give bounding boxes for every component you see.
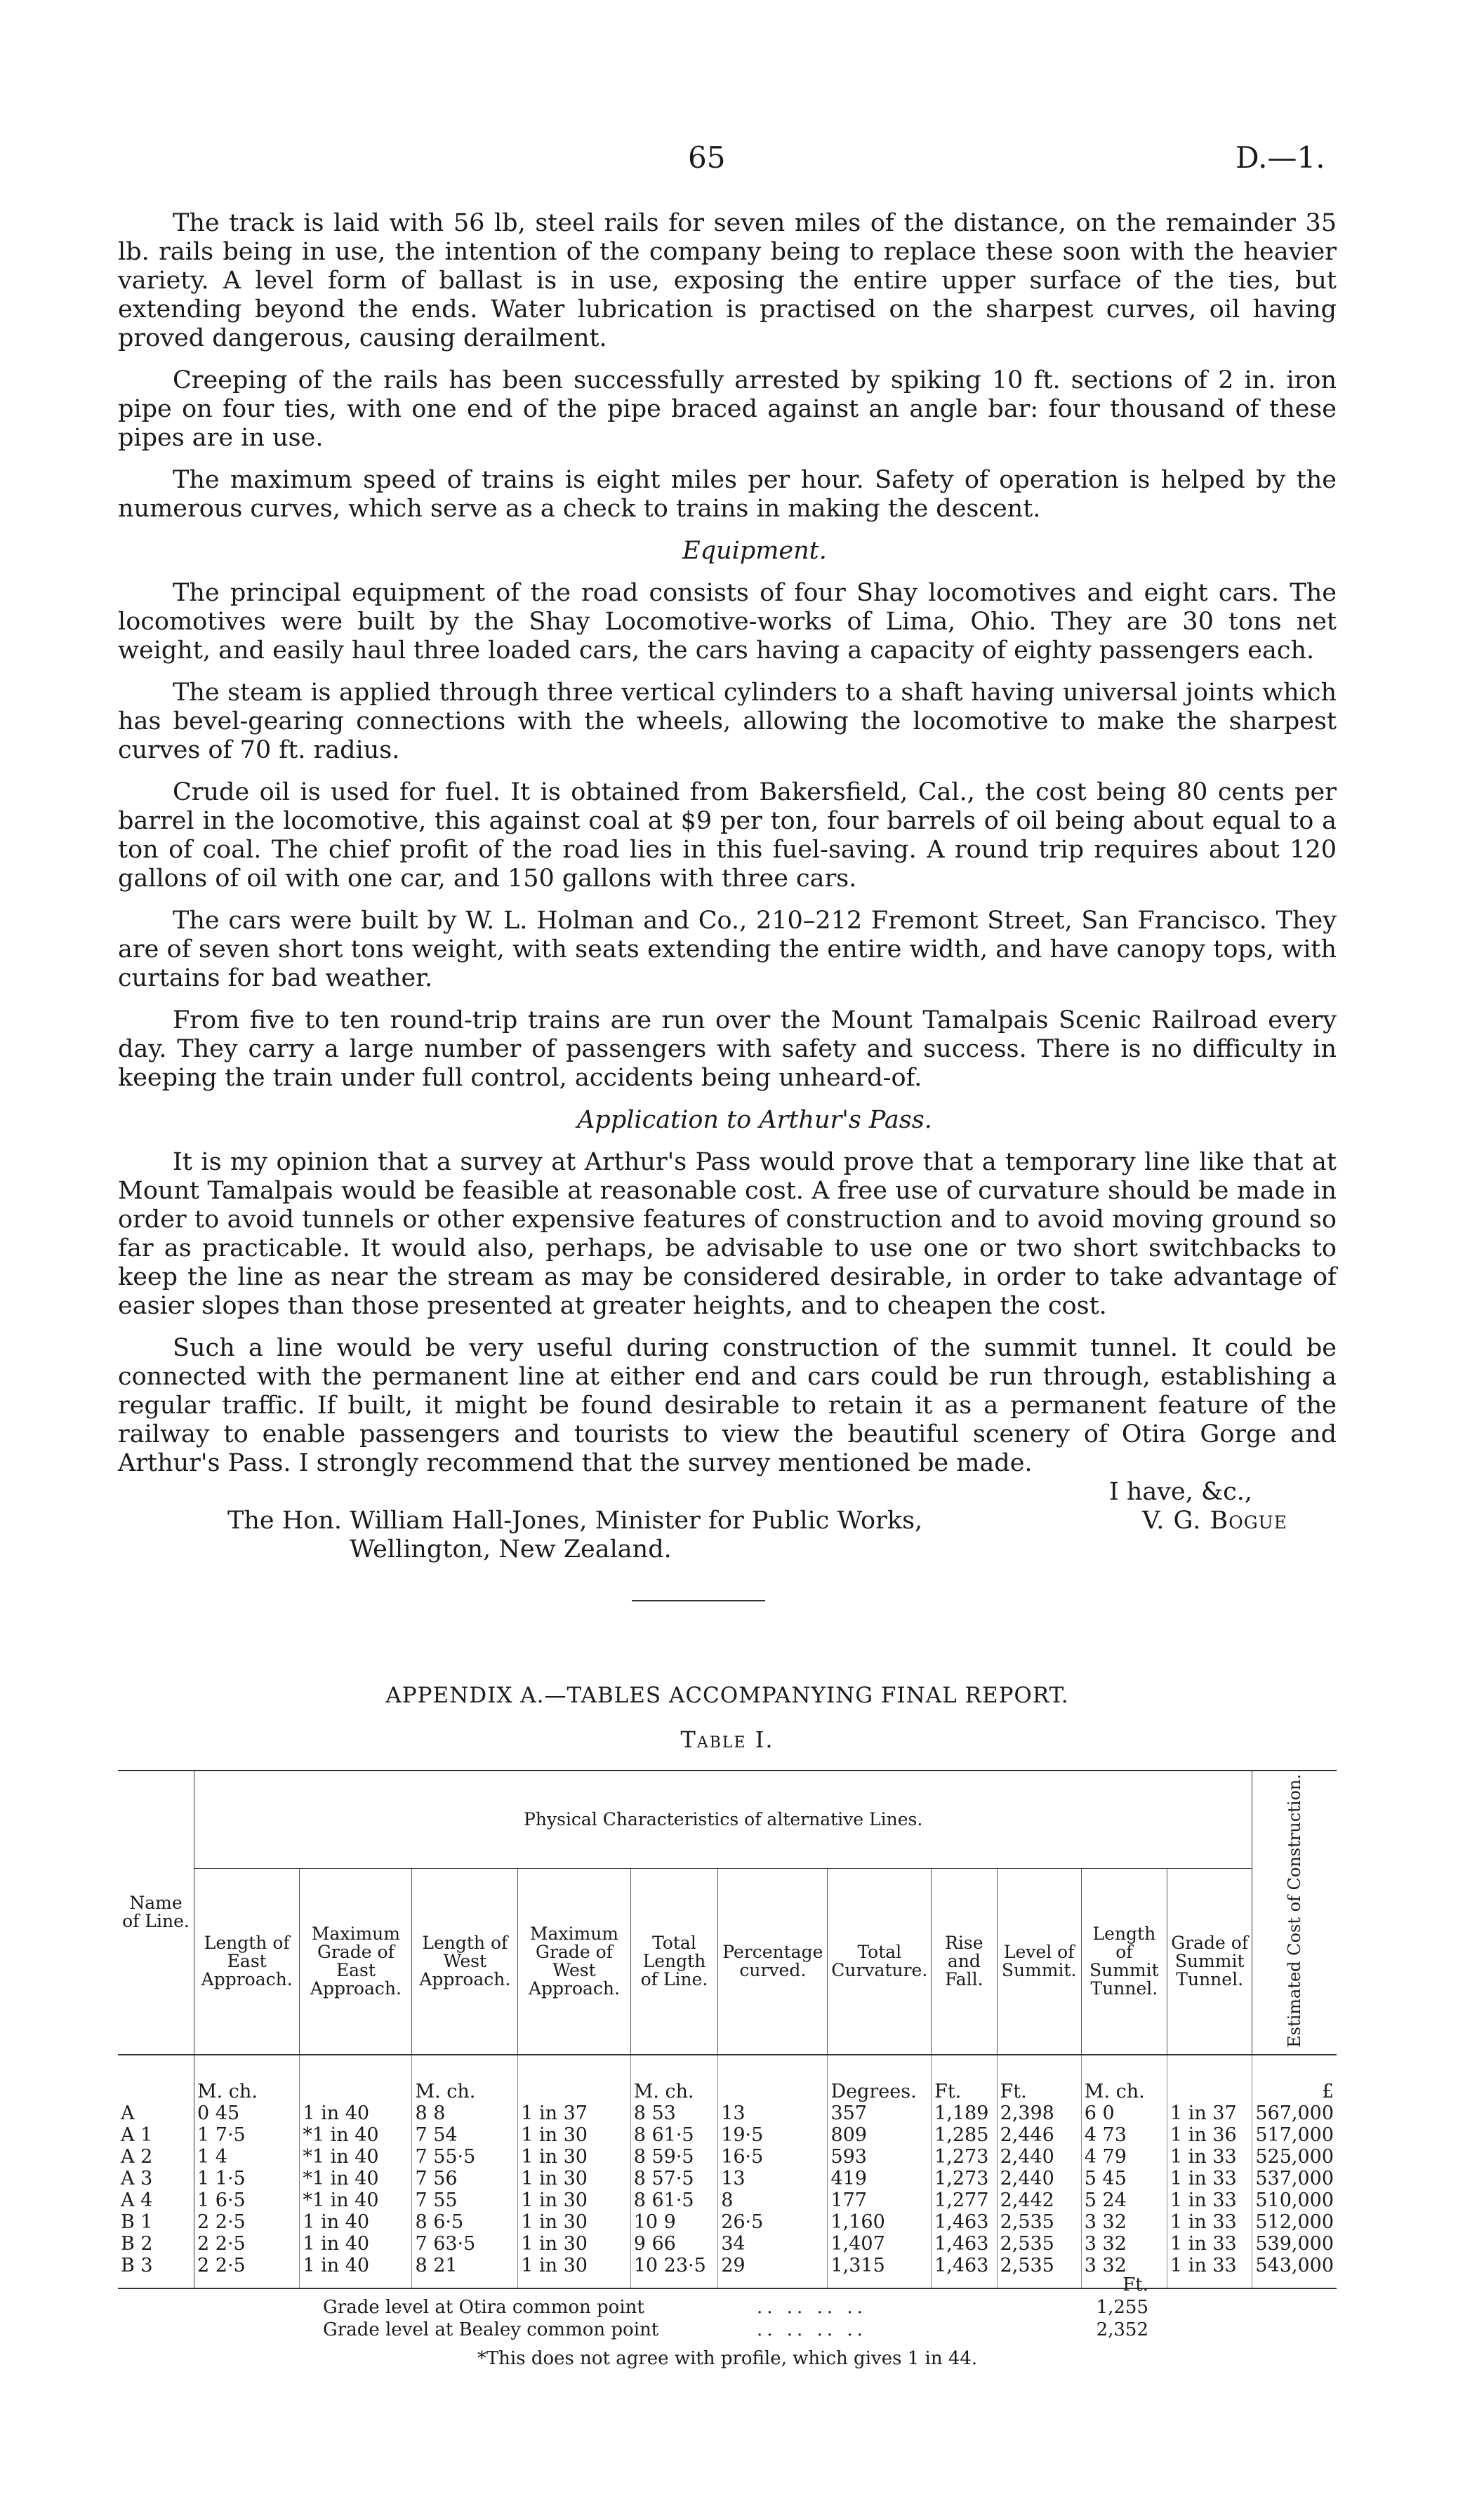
paragraph-track: The track is laid with 56 lb, steel rails for seven miles of the distance, on the remainder 35 lb. rails being in use, the intention of the company being to replace these soon with the heavier variety. A level form of ballast is in use, exposing the entire upper surface of the ties, but extending beyond the ends. Water lubrication is practised on the sharpest curves, oil having proved dangerous, causing derailment. [118, 209, 1337, 352]
table-cell: 1 in 37 [518, 2102, 630, 2124]
addressee-row [118, 1507, 1337, 1535]
unit-cell [118, 2055, 194, 2102]
table-cell: 8 [718, 2189, 828, 2211]
table-cell: 419 [828, 2168, 932, 2189]
col-header: Maximum Grade of West Approach. [518, 1869, 630, 2055]
appendix-title: APPENDIX A.—TABLES ACCOMPANYING FINAL REPORT. [385, 1683, 1069, 1708]
table-cell: 1 in 33 [1167, 2189, 1252, 2211]
table-cell: 2,442 [997, 2189, 1081, 2211]
table-cell: 13 [718, 2168, 828, 2189]
table-cell: 2,398 [997, 2102, 1081, 2124]
unit-cell: £ [1252, 2055, 1337, 2102]
leader-dots: .. .. .. .. [757, 2319, 867, 2340]
table-cell: 2 2·5 [194, 2211, 300, 2233]
grade-value: 2,352 [1096, 2319, 1148, 2340]
closing-line [118, 1478, 1337, 1507]
table-cell: 1 1·5 [194, 2168, 300, 2189]
table-cell: 1 in 33 [1167, 2211, 1252, 2233]
unit-cell: M. ch. [412, 2055, 518, 2102]
unit-cell [718, 2055, 828, 2102]
table-row [118, 2189, 1337, 2211]
table-cell: A 2 [118, 2146, 194, 2168]
table-cell: 8 61·5 [630, 2189, 718, 2211]
col-header-span: Physical Characteristics of alternative Lines. [194, 1771, 1252, 1869]
table-footnote: *This does not agree with profile, which gives 1 in 44. [477, 2348, 978, 2369]
table-cell: 10 23·5 [630, 2255, 718, 2288]
heading-application: Application to Arthur's Pass. [577, 1106, 932, 1134]
table-cell: 8 59·5 [630, 2146, 718, 2168]
paragraph-creeping: Creeping of the rails has been successfully arrested by spiking 10 ft. sections of 2 in. iron pipe on four ties, with one end of the pipe braced against an angle bar: four thousand of these pipes are in use. [118, 366, 1337, 452]
table-cell: 2 2·5 [194, 2233, 300, 2255]
table-cell: 1 in 30 [518, 2189, 630, 2211]
paragraph-trains: From five to ten round-trip trains are run over the Mount Tamalpais Scenic Railroad every day. They carry a large number of passengers with safety and success. There is no difficulty in keeping the train under full control, accidents being unheard-of. [118, 1006, 1337, 1092]
col-header: Length of East Approach. [194, 1869, 300, 2055]
heading-equipment: Equipment. [682, 537, 827, 565]
table-cell: 1 4 [194, 2146, 300, 2168]
table-cell: 3 32 [1081, 2211, 1167, 2233]
grade-label: Grade level at Otira common point [323, 2297, 644, 2318]
table-cell: *1 in 40 [300, 2124, 412, 2146]
table-cell: 9 66 [630, 2233, 718, 2255]
table-cell: 34 [718, 2233, 828, 2255]
grade-unit: Ft. [1122, 2274, 1148, 2295]
col-header: Length of West Approach. [412, 1869, 518, 2055]
paragraph-recommendation: Such a line would be very useful during construction of the summit tunnel. It could be connected with the permanent line at either end and cars could be run through, establishing a regular traffic. If built, it might be found desirable to retain it as a permanent feature of the railway to enable passengers and tourists to view the beautiful scenery of Otira Gorge and Arthur's Pass. I strongly recommend that the survey mentioned be made. [118, 1334, 1337, 1477]
table-cell: 1,463 [932, 2233, 997, 2255]
unit-cell [1167, 2055, 1252, 2102]
table-cell: 525,000 [1252, 2146, 1337, 2168]
table-cell: B 3 [118, 2255, 194, 2288]
table-cell: 1,273 [932, 2168, 997, 2189]
table-cell: 2,535 [997, 2211, 1081, 2233]
unit-cell: M. ch. [630, 2055, 718, 2102]
table-cell: 5 45 [1081, 2168, 1167, 2189]
grade-row [118, 2296, 1337, 2319]
table-cell: *1 in 40 [300, 2146, 412, 2168]
grade-value: 1,255 [1096, 2297, 1148, 2318]
col-header-name: Name of Line. [118, 1771, 194, 2055]
table-cell: 1 in 30 [518, 2124, 630, 2146]
col-header: Total Curvature. [828, 1869, 932, 2055]
table-cell: 8 61·5 [630, 2124, 718, 2146]
table-cell: 4 79 [1081, 2146, 1167, 2168]
table-cell: 5 24 [1081, 2189, 1167, 2211]
table-cell: 1 in 33 [1167, 2146, 1252, 2168]
table-cell: 177 [828, 2189, 932, 2211]
table-cell: 1 in 33 [1167, 2233, 1252, 2255]
characteristics-table-wrap [118, 1770, 1337, 2289]
table-cell: *1 in 40 [300, 2168, 412, 2189]
table-cell: 1 in 30 [518, 2211, 630, 2233]
table-cell: 2,535 [997, 2233, 1081, 2255]
table-cell: 2 2·5 [194, 2255, 300, 2288]
table-cell: 3 32 [1081, 2255, 1167, 2288]
table-cell: 543,000 [1252, 2255, 1337, 2288]
table-cell: A [118, 2102, 194, 2124]
page-number: 65 [688, 140, 726, 175]
unit-cell [300, 2055, 412, 2102]
unit-cell: Ft. [997, 2055, 1081, 2102]
table-cell: 517,000 [1252, 2124, 1337, 2146]
table-cell: 8 6·5 [412, 2211, 518, 2233]
table-cell: 539,000 [1252, 2233, 1337, 2255]
table-cell: 1,407 [828, 2233, 932, 2255]
report-body [118, 209, 1337, 1564]
signature: V. G. Bogue [1142, 1507, 1287, 1535]
characteristics-table [118, 1770, 1337, 2289]
table-cell: 537,000 [1252, 2168, 1337, 2189]
table-cell: 2,440 [997, 2146, 1081, 2168]
table-row [118, 2146, 1337, 2168]
section-divider [632, 1600, 765, 1601]
table-cell: *1 in 40 [300, 2189, 412, 2211]
unit-cell: Ft. [932, 2055, 997, 2102]
table-cell: 29 [718, 2255, 828, 2288]
table-cell: 2,446 [997, 2124, 1081, 2146]
table-cell: A 3 [118, 2168, 194, 2189]
table-cell: 1,277 [932, 2189, 997, 2211]
col-header: Maximum Grade of East Approach. [300, 1869, 412, 2055]
table-cell: 1,285 [932, 2124, 997, 2146]
addressee-line-2: Wellington, New Zealand. [350, 1535, 672, 1564]
table-cell: A 4 [118, 2189, 194, 2211]
grade-label: Grade level at Bealey common point [323, 2319, 659, 2340]
table-title: Table I. [680, 1726, 774, 1753]
table-cell: 1 in 30 [518, 2233, 630, 2255]
table-cell: 1 in 40 [300, 2255, 412, 2288]
unit-cell: Degrees. [828, 2055, 932, 2102]
table-cell: A 1 [118, 2124, 194, 2146]
table-row [118, 2102, 1337, 2124]
table-cell: 357 [828, 2102, 932, 2124]
table-cell: 26·5 [718, 2211, 828, 2233]
table-row [118, 2168, 1337, 2189]
table-cell: 1 in 37 [1167, 2102, 1252, 2124]
table-cell: 512,000 [1252, 2211, 1337, 2233]
table-cell: 1 in 30 [518, 2146, 630, 2168]
grade-unit-row [118, 2274, 1337, 2296]
table-cell: 1,273 [932, 2146, 997, 2168]
table-cell: 1,463 [932, 2255, 997, 2288]
table-cell: 7 63·5 [412, 2233, 518, 2255]
table-cell: 8 21 [412, 2255, 518, 2288]
unit-cell: M. ch. [194, 2055, 300, 2102]
paragraph-fuel: Crude oil is used for fuel. It is obtained from Bakersfield, Cal., the cost being 80 cents per barrel in the locomotive, this against coal at $9 per ton, four barrels of oil being about equal to a ton of coal. The chief profit of the road lies in this fuel-saving. A round trip requires about 120 gallons of oil with one car, and 150 gallons with three cars. [118, 778, 1337, 893]
table-cell: 7 56 [412, 2168, 518, 2189]
paragraph-speed: The maximum speed of trains is eight miles per hour. Safety of operation is helped by the numerous curves, which serve as a check to trains in making the descent. [118, 466, 1337, 523]
table-cell: 1 in 30 [518, 2168, 630, 2189]
table-cell: 19·5 [718, 2124, 828, 2146]
col-header: Level of Summit. [997, 1869, 1081, 2055]
col-header: Length of Summit Tunnel. [1081, 1869, 1167, 2055]
table-row [118, 2233, 1337, 2255]
grade-levels [118, 2274, 1337, 2341]
table-cell: 8 57·5 [630, 2168, 718, 2189]
paragraph-steam: The steam is applied through three vertical cylinders to a shaft having universal joints which has bevel-gearing connections with the wheels, allowing the locomotive to make the sharpest curves of 70 ft. radius. [118, 679, 1337, 764]
col-header-cost: Estimated Cost of Construction. [1252, 1771, 1337, 2055]
table-cell: 10 9 [630, 2211, 718, 2233]
col-header: Total Length of Line. [630, 1869, 718, 2055]
table-cell: B 2 [118, 2233, 194, 2255]
unit-cell: M. ch. [1081, 2055, 1167, 2102]
col-header: Grade of Summit Tunnel. [1171, 1932, 1249, 1989]
table-cell: 1 6·5 [194, 2189, 300, 2211]
table-cell: 1,463 [932, 2211, 997, 2233]
table-cell: 16·5 [718, 2146, 828, 2168]
document-reference: D.—1. [1235, 140, 1325, 175]
table-cell: 7 55 [412, 2189, 518, 2211]
table-cell: 1 in 33 [1167, 2255, 1252, 2288]
addressee-line-1: The Hon. William Hall-Jones, Minister for Public Works, [227, 1507, 923, 1535]
table-row [118, 2124, 1337, 2146]
table-cell: 7 55·5 [412, 2146, 518, 2168]
table-cell: 7 54 [412, 2124, 518, 2146]
table-cell: 8 53 [630, 2102, 718, 2124]
table-units-row [118, 2055, 1337, 2102]
table-cell: 13 [718, 2102, 828, 2124]
paragraph-equipment: The principal equipment of the road consists of four Shay locomotives and eight cars. The locomotives were built by the Shay Locomotive-works of Lima, Ohio. They are 30 tons net weight, and easily haul three loaded cars, the cars having a capacity of eighty passengers each. [118, 579, 1337, 665]
table-cell: B 1 [118, 2211, 194, 2233]
table-cell: 1 in 40 [300, 2102, 412, 2124]
paragraph-opinion: It is my opinion that a survey at Arthur's Pass would prove that a temporary line like that at Mount Tamalpais would be feasible at reasonable cost. A free use of curvature should be made in order to avoid tunnels or other expensive features of construction and to avoid moving ground so far as practicable. It would also, perhaps, be advisable to use one or two short switchbacks to keep the line as near the stream as may be considered desirable, in order to take advantage of easier slopes than those presented at greater heights, and to cheapen the cost. [118, 1148, 1337, 1320]
col-header: Percentage curved. [718, 1869, 828, 2055]
table-row [118, 2211, 1337, 2233]
grade-row [118, 2319, 1337, 2341]
table-cell: 2,535 [997, 2255, 1081, 2288]
table-cell: 0 45 [194, 2102, 300, 2124]
table-cell: 3 32 [1081, 2233, 1167, 2255]
table-cell: 510,000 [1252, 2189, 1337, 2211]
sign-off: I have, &c., [1108, 1478, 1252, 1506]
col-header: Rise and Fall. [932, 1869, 997, 2055]
table-cell: 567,000 [1252, 2102, 1337, 2124]
table-cell: 8 8 [412, 2102, 518, 2124]
table-cell: 1 7·5 [194, 2124, 300, 2146]
unit-cell [518, 2055, 630, 2102]
table-cell: 1 in 40 [300, 2211, 412, 2233]
paragraph-cars: The cars were built by W. L. Holman and Co., 210–212 Fremont Street, San Francisco. They are of seven short tons weight, with seats extending the entire width, and have canopy tops, with curtains for bad weather. [118, 907, 1337, 992]
leader-dots: .. .. .. .. [757, 2297, 867, 2318]
table-cell: 809 [828, 2124, 932, 2146]
table-cell: 1 in 40 [300, 2233, 412, 2255]
table-cell: 2,440 [997, 2168, 1081, 2189]
table-cell: 1 in 33 [1167, 2168, 1252, 2189]
table-cell: 1,160 [828, 2211, 932, 2233]
table-cell: 1,315 [828, 2255, 932, 2288]
table-cell: 1,189 [932, 2102, 997, 2124]
table-cell: 6 0 [1081, 2102, 1167, 2124]
table-cell: 593 [828, 2146, 932, 2168]
table-cell: 4 73 [1081, 2124, 1167, 2146]
table-cell: 1 in 36 [1167, 2124, 1252, 2146]
table-cell: 1 in 30 [518, 2255, 630, 2288]
